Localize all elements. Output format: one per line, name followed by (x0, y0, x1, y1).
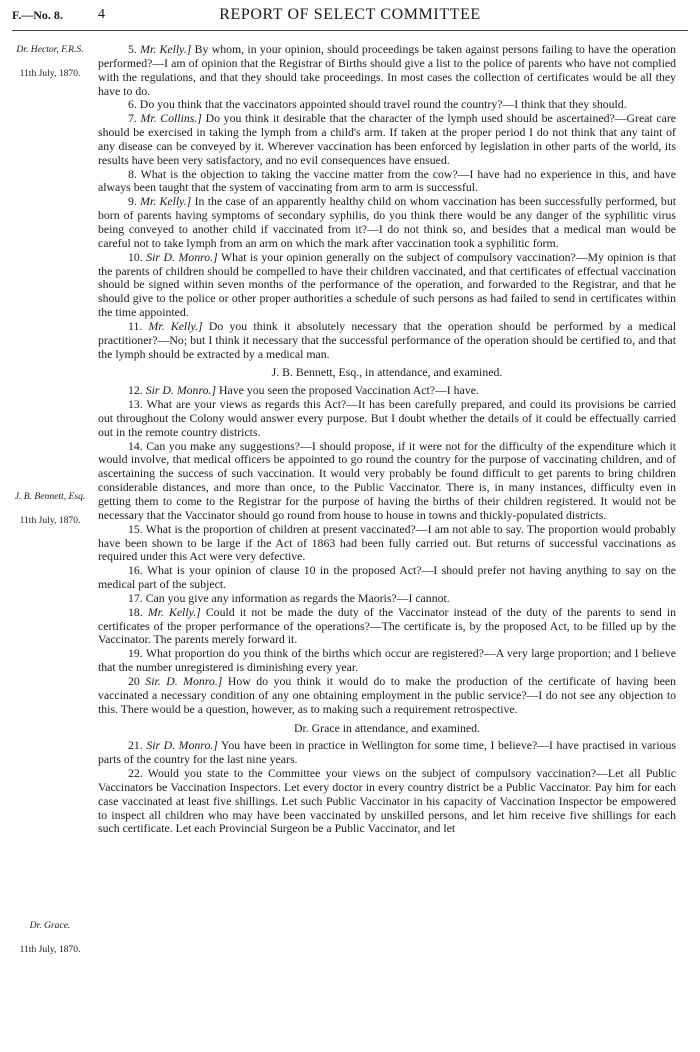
question-text: What is your opinion generally on the subject of compulsory vaccination?—My opinion is that the parents of children should be compelled to have their children vaccinated, and that certificates of effectual vaccination should be signed within seven months of the performance of the operation, and forwarded to the Registrar, and that he should give to the police or other proper authorities a schedule of such persons as had failed to send in certificates within the time appointed. (98, 249, 676, 320)
questioner-name: Mr. Kelly.] (140, 194, 192, 209)
question-number: 5. (128, 42, 141, 56)
question-text: Do you think it desirable that the character of the lymph used should be ascertained?—Great care should be exercised in taking the lymph from a child's arm. If taken at the proper period I do not think that any taint of any disease can be conveyed by it. Wherever vaccination has been enforced by legislation in other parts of the world, its results have been very satisfactory, and no evil consequences have ensued. (98, 111, 677, 167)
question-number: 10. (128, 249, 147, 264)
question-paragraph (98, 440, 676, 523)
question-text: What is your opinion of clause 10 in the proposed Act?—I should prefer not having anything to say on the medical part of the subject. (98, 563, 677, 592)
question-paragraph (98, 675, 676, 717)
margin-date: 11th July, 1870. (19, 68, 81, 79)
page-number: 4 (98, 7, 105, 22)
question-number: 7. (128, 111, 141, 126)
margin-note-hector (8, 44, 92, 80)
question-number: 13. (128, 397, 147, 412)
question-paragraph (98, 739, 676, 767)
evidence-section-hector (98, 43, 676, 361)
question-number: 12. (128, 383, 146, 398)
margin-note-grace (8, 920, 92, 956)
evidence-body (98, 43, 676, 836)
questioner-name: Mr. Kelly.] (148, 318, 203, 333)
question-paragraph (98, 767, 676, 836)
question-text: You have been in practice in Wellington for some time, I believe?—I have practised in various parts of the country for the last nine years. (98, 738, 676, 767)
question-text: Do you think that the vaccinators appointed should travel round the country?—I think that they should. (139, 97, 627, 112)
question-paragraph (98, 564, 676, 592)
question-text: Could it not be made the duty of the Vaccinator instead of the duty of the parents to send in certificates of the proper performance of the operations?—The certificate is, by the proposed Act, to be filled up by the Vaccinator. The parents merely forward it. (98, 604, 677, 647)
question-paragraph (98, 98, 676, 112)
question-number: 11. (128, 318, 149, 333)
question-paragraph (98, 43, 676, 98)
questioner-name: Mr. Kelly.] (147, 604, 201, 619)
question-number: 22. (128, 766, 148, 781)
questioner-name: Sir. D. Monro.] (145, 673, 223, 688)
document-reference: F.—No. 8. (12, 8, 63, 22)
question-text: Have you seen the proposed Vaccination Act?—I have. (216, 383, 479, 398)
question-number: 21. (128, 738, 147, 753)
question-number: 19. (128, 646, 146, 661)
margin-date: 11th July, 1870. (19, 944, 81, 955)
question-paragraph (98, 592, 676, 606)
question-paragraph (98, 251, 676, 320)
question-text: What proportion do you think of the births which occur are registered?—A very large proportion; and I believe that the number unregistered is diminishing every year. (98, 646, 676, 675)
question-text: Can you make any suggestions?—I should propose, if it were not for the difficulty of the expenditure which it would involve, that medical officers be appointed to go round the country for the purpose of vaccinating children, and of ascertaining the success of such vaccination. It would very probably be found difficult to get parents to bring children considerable distances, and more than once, to the Public Vaccinator. There is, in many instances, difficulty even in getting them to come to the Registrar for the purpose of having the births of their children registered. It would not be necessary that the Vaccinator should go round from house to house in towns and thickly-populated districts. (98, 438, 676, 522)
witness-heading-bennett: J. B. Bennett, Esq., in attendance, and examined. (271, 365, 503, 380)
evidence-section-grace (98, 739, 676, 836)
margin-witness-name: Dr. Hector, F.R.S. (16, 44, 84, 55)
question-paragraph (98, 195, 676, 250)
header-rule (12, 30, 688, 31)
question-text: How do you think it would do to make the production of the certificate of having been vaccinated a necessary condition of any one obtaining employment in the public service?—I do not see any objection to this. There would be a question, however, as to making such a requirement retrospective. (98, 673, 677, 716)
question-text: By whom, in your opinion, should proceedings be taken against persons failing to have the operation performed?—I am of opinion that the Registrar of Births should give a list to the police of parents who have not complied with the regulations, and that they should take proceedings. In most cases the collection of certificates would be all they have to do. (98, 42, 676, 98)
question-number: 9. (128, 194, 141, 209)
question-paragraph (98, 384, 676, 398)
question-paragraph (98, 523, 676, 565)
evidence-section-bennett (98, 384, 676, 716)
margin-witness-name: J. B. Bennett, Esq. (14, 491, 86, 502)
question-paragraph (98, 168, 676, 196)
questioner-name: Sir D. Monro.] (146, 738, 218, 753)
questioner-name: Sir D. Monro.] (145, 383, 217, 398)
question-paragraph (98, 606, 676, 648)
questioner-name: Mr. Collins.] (140, 111, 202, 126)
question-number: 14. (128, 438, 147, 453)
question-text: What is the objection to taking the vaccine matter from the cow?—I have had no experience in this, and have always been taught that the system of vaccinating from arm to arm is successful. (98, 166, 676, 195)
question-paragraph (98, 647, 676, 675)
margin-date: 11th July, 1870. (19, 515, 81, 526)
margin-note-bennett (8, 491, 92, 527)
question-number: 17. (128, 590, 146, 605)
question-paragraph (98, 320, 676, 362)
question-paragraph (98, 398, 676, 440)
question-paragraph (98, 112, 676, 167)
question-text: What are your views as regards this Act?—It has been carefully prepared, and could its provisions be carried out throughout the Colony would answer every purpose. But I doubt whether the details of it could be effectually carried out in the remote country districts. (98, 397, 677, 439)
questioner-name: Mr. Kelly.] (140, 42, 192, 56)
questioner-name: Sir D. Monro.] (146, 249, 218, 264)
margin-witness-name: Dr. Grace. (29, 920, 71, 931)
question-number: 6. (128, 97, 140, 112)
question-text: In the case of an apparently healthy child on whom vaccination has been successfully performed, but born of parents having symptoms of secondary syphilis, do you think there would be any danger of the syphilitic virus being conveyed to another child if vaccinated from it?—I do not think so, and besides that a medical man would be careful not to take lymph from an arm on which the mark after vaccination took a syphilitic form. (98, 194, 677, 250)
question-number: 18. (128, 604, 148, 619)
question-number: 16. (128, 563, 147, 578)
question-number: 15. (128, 521, 146, 536)
question-text: What is the proportion of children at present vaccinated?—I am not able to say. The proportion would probably have been shown to be large if the Act of 1863 had been fully carried out. But returns of successful vaccinations as required under this Act were very defective. (98, 521, 676, 564)
witness-heading-grace: Dr. Grace in attendance, and examined. (293, 720, 481, 735)
question-text: Can you give any information as regards the Maoris?—I cannot. (145, 590, 450, 605)
page-header (12, 8, 688, 30)
question-number: 20 (128, 673, 146, 688)
question-number: 8. (128, 166, 141, 181)
question-text: Would you state to the Committee your views on the subject of compulsory vaccination?—Let all Public Vaccinators be Vaccination Inspectors. Let every doctor in every country district be a Public Vaccinator. Pay him for each case vaccinated at least five shillings. Let such Public Vaccinator in his capacity of Vaccination Inspector be empowered to inspect all children who may have been vaccinated by unskilled persons, and let him receive five shillings for each such certificate. Let each Provincial Surgeon be a Public Vaccinator, and let (98, 766, 676, 836)
page-title: REPORT OF SELECT COMMITTEE (219, 6, 481, 23)
question-text: Do you think it absolutely necessary that the operation should be performed by a medical practitioner?—No; but I think it necessary that the successful performance of the operation should be certified to, and that the lymph should be extracted by a medical man. (98, 318, 677, 361)
